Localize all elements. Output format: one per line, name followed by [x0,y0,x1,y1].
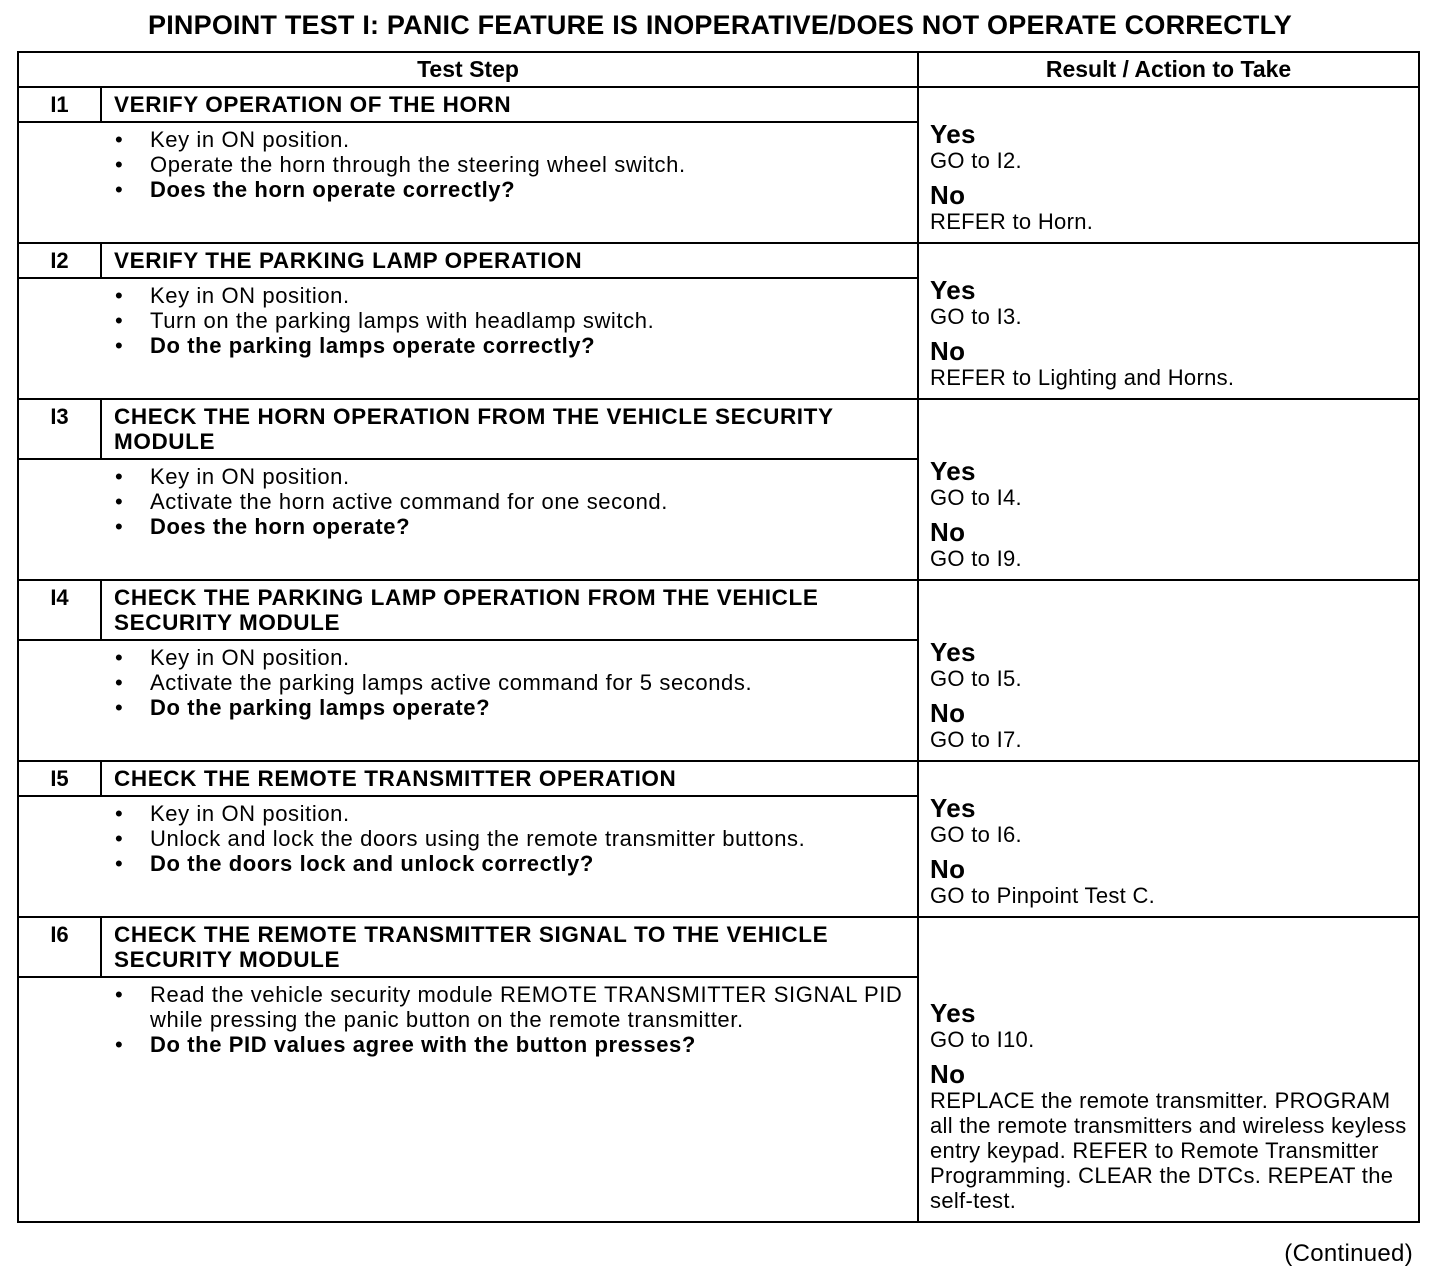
step-bullet: • Turn on the parking lamps with headlamp switch. [19,308,909,333]
yes-action: GO to I4. [930,485,1022,510]
yes-label: Yes [930,793,976,823]
pinpoint-test-table [17,51,1420,1223]
yes-action: GO to I3. [930,304,1022,329]
no-action: REFER to Lighting and Horns. [930,365,1235,390]
step-title-row [18,917,1419,977]
step-bullets [19,283,909,358]
step-bullet: • Key in ON position. [19,127,909,152]
step-title: CHECK THE REMOTE TRANSMITTER OPERATION [101,761,918,796]
yes-action: GO to I2. [930,148,1022,173]
step-title-row [18,87,1419,122]
step-bullet: • Activate the horn active command for one second. [19,489,909,514]
step-question: • Does the horn operate correctly? [19,177,909,202]
step-bullets [19,982,909,1057]
step-id: I3 [18,399,101,459]
step-question: • Do the doors lock and unlock correctly? [19,851,909,876]
step-bullet: • Activate the parking lamps active command for 5 seconds. [19,670,909,695]
step-result [918,399,1419,580]
no-label: No [930,854,966,884]
yes-action: GO to I5. [930,666,1022,691]
step-question: • Do the parking lamps operate correctly? [19,333,909,358]
step-id: I4 [18,580,101,640]
step-result [918,243,1419,399]
step-title-row [18,761,1419,796]
step-bullets [19,127,909,202]
step-id: I5 [18,761,101,796]
step-id: I6 [18,917,101,977]
no-action: REPLACE the remote transmitter. PROGRAM all the remote transmitters and wireless keyless entry keypad. REFER to Remote Transmitter Programming. CLEAR the DTCs. REPEAT the self-test. [930,1088,1407,1213]
step-title-row [18,243,1419,278]
step-bullets [19,464,909,539]
step-body [18,459,918,580]
yes-label: Yes [930,998,976,1028]
step-title: VERIFY OPERATION OF THE HORN [101,87,918,122]
step-title: CHECK THE REMOTE TRANSMITTER SIGNAL TO THE VEHICLE SECURITY MODULE [101,917,918,977]
step-title: CHECK THE PARKING LAMP OPERATION FROM THE VEHICLE SECURITY MODULE [101,580,918,640]
step-id: I1 [18,87,101,122]
step-id: I2 [18,243,101,278]
step-bullet: • Key in ON position. [19,801,909,826]
page-title: PINPOINT TEST I: PANIC FEATURE IS INOPERATIVE/DOES NOT OPERATE CORRECTLY [148,10,1292,40]
step-body [18,278,918,399]
step-result [918,580,1419,761]
no-label: No [930,517,966,547]
step-bullet: • Key in ON position. [19,283,909,308]
step-bullet: • Key in ON position. [19,645,909,670]
step-body [18,977,918,1222]
no-action: REFER to Horn. [930,209,1094,234]
step-result [918,87,1419,243]
step-question: • Do the parking lamps operate? [19,695,909,720]
steps-body [18,87,1419,1222]
step-bullet: • Read the vehicle security module REMOTE TRANSMITTER SIGNAL PID while pressing the panic button on the remote transmitter. [19,982,909,1032]
step-question: • Does the horn operate? [19,514,909,539]
no-label: No [930,1059,966,1089]
header-test-step: Test Step [18,52,918,87]
yes-label: Yes [930,275,976,305]
continued-note: (Continued) [1284,1240,1413,1267]
no-action: GO to I9. [930,546,1022,571]
step-title: VERIFY THE PARKING LAMP OPERATION [101,243,918,278]
header-result: Result / Action to Take [918,52,1419,87]
no-label: No [930,180,966,210]
step-bullet: • Unlock and lock the doors using the remote transmitter buttons. [19,826,909,851]
step-bullet: • Operate the horn through the steering wheel switch. [19,152,909,177]
step-bullets [19,801,909,876]
step-title-row [18,399,1419,459]
step-bullets [19,645,909,720]
step-result [918,917,1419,1222]
yes-action: GO to I10. [930,1027,1035,1052]
table-header-row [18,52,1419,87]
step-title-row [18,580,1419,640]
step-body [18,640,918,761]
step-body [18,122,918,243]
yes-label: Yes [930,637,976,667]
step-bullet: • Key in ON position. [19,464,909,489]
step-body [18,796,918,917]
step-title: CHECK THE HORN OPERATION FROM THE VEHICLE SECURITY MODULE [101,399,918,459]
step-question: • Do the PID values agree with the button presses? [19,1032,909,1057]
step-result [918,761,1419,917]
no-label: No [930,698,966,728]
no-action: GO to I7. [930,727,1022,752]
yes-action: GO to I6. [930,822,1022,847]
no-action: GO to Pinpoint Test C. [930,883,1156,908]
yes-label: Yes [930,456,976,486]
yes-label: Yes [930,119,976,149]
no-label: No [930,336,966,366]
